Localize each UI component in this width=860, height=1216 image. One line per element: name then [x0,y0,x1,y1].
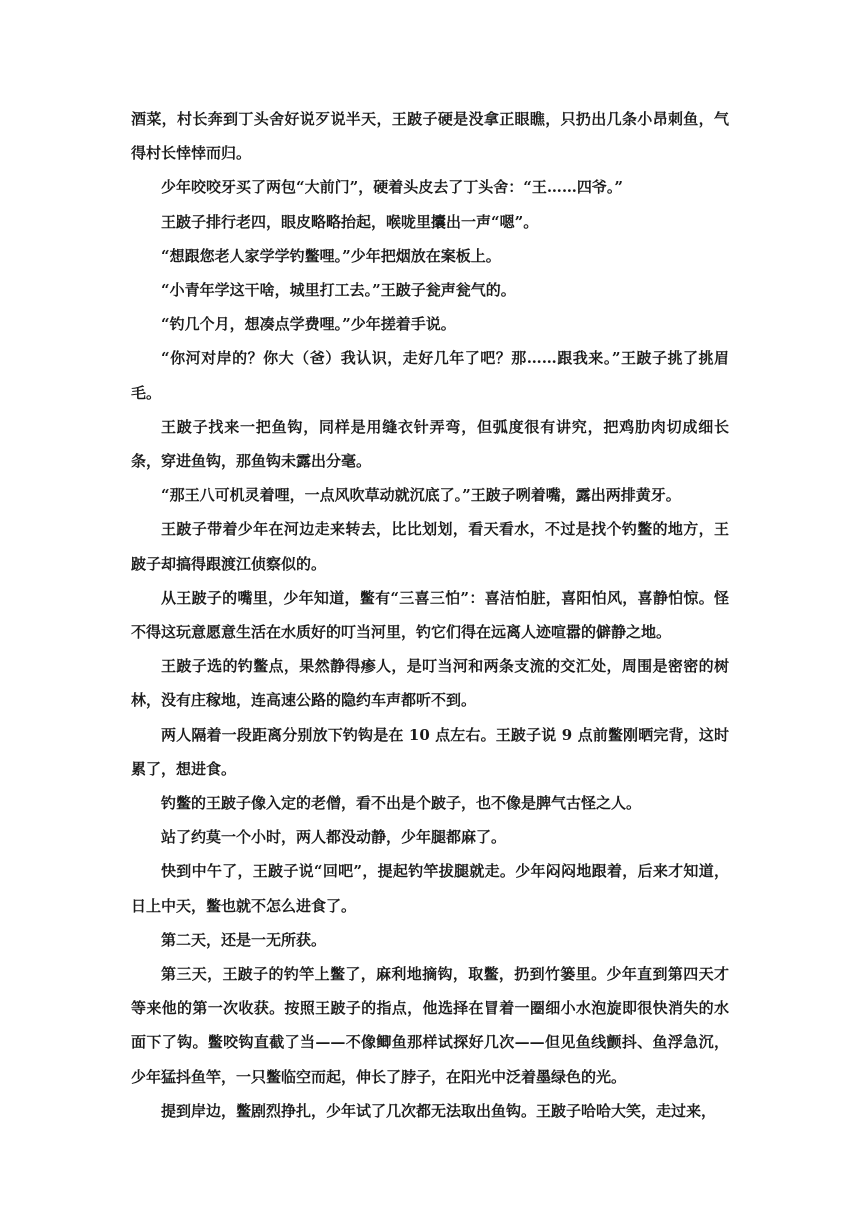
paragraph: “你河对岸的？你大（爸）我认识，走好几年了吧？那……跟我来。”王跛子挑了挑眉毛。 [131,349,729,402]
paragraph: 站了约莫一个小时，两人都没动静，少年腿都麻了。 [161,828,507,847]
paragraph: 快到中午了，王跛子说“回吧”，提起钓竿拔腿就走。少年闷闷地跟着，后来才知道，日上中天，鳖也就不怎么进食了。 [131,862,729,915]
paragraph: “那王八可机灵着哩，一点风吹草动就沉底了。”王跛子咧着嘴，露出两排黄牙。 [161,486,681,505]
paragraph: 王跛子排行老四，眼皮略略抬起，喉咙里攮出一声“嗯”。 [161,212,539,231]
paragraph: 少年咬咬牙买了两包“大前门”，硬着头皮去了丁头舍：“王……四爷。” [161,178,624,197]
paragraph: “小青年学这干啥，城里打工去。”王跛子瓮声瓮气的。 [161,281,516,300]
story-text [131,102,729,1128]
paragraph: 王跛子带着少年在河边走来转去，比比划划，看天看水，不过是找个钓鳖的地方，王跛子却搞得跟渡江侦察似的。 [131,520,729,573]
paragraph: 提到岸边，鳖剧烈挣扎，少年试了几次都无法取出鱼钩。王跛子哈哈大笑，走过来， [161,1101,717,1120]
paragraph: 钓鳖的王跛子像入定的老僧，看不出是个跛子，也不像是脾气古怪之人。 [161,794,642,813]
paragraph: 从王跛子的嘴里，少年知道，鳖有“三喜三怕”：喜洁怕脏，喜阳怕风，喜静怕惊。怪不得这玩意愿意生活在水质好的叮当河里，钓它们得在远离人迹喧嚣的僻静之地。 [131,588,729,642]
paragraph: “钓几个月，想凑点学费哩。”少年搓着手说。 [161,315,456,334]
paragraph: 酒菜，村长奔到丁头舍好说歹说半天，王跛子硬是没拿正眼瞧，只扔出几条小昂刺鱼，气得村长悻悻而归。 [131,110,729,163]
paragraph: 王跛子选的钓鳖点，果然静得瘆人，是叮当河和两条支流的交汇处，周围是密密的树林，没有庄稼地，连高速公路的隐约车声都听不到。 [131,657,729,710]
paragraph: 第二天，还是一无所获。 [161,930,327,949]
paragraph: 王跛子找来一把鱼钩，同样是用缝衣针弄弯，但弧度很有讲究，把鸡肋肉切成细长条，穿进鱼钩，那鱼钩未露出分毫。 [131,417,729,471]
paragraph: “想跟您老人家学学钓鳖哩。”少年把烟放在案板上。 [161,246,501,265]
paragraph: 第三天，王跛子的钓竿上鳖了，麻利地摘钩，取鳖，扔到竹篓里。少年直到第四天才等来他的第一次收获。按照王跛子的指点，他选择在冒着一圈细小水泡旋即很快消失的水面下了钩。鳖咬钩直截了当——不像鲫鱼那样试探好几次——但见鱼线颤抖、鱼浮急沉，少年猛抖鱼竿，一只鳖临空而起，伸长了脖子，在阳光中泛着墨绿色的光。 [131,965,729,1086]
paragraph: 两人隔着一段距离分别放下钓钩是在 10 点左右。王跛子说 9 点前鳖刚晒完背，这时累了，想进食。 [131,725,729,778]
